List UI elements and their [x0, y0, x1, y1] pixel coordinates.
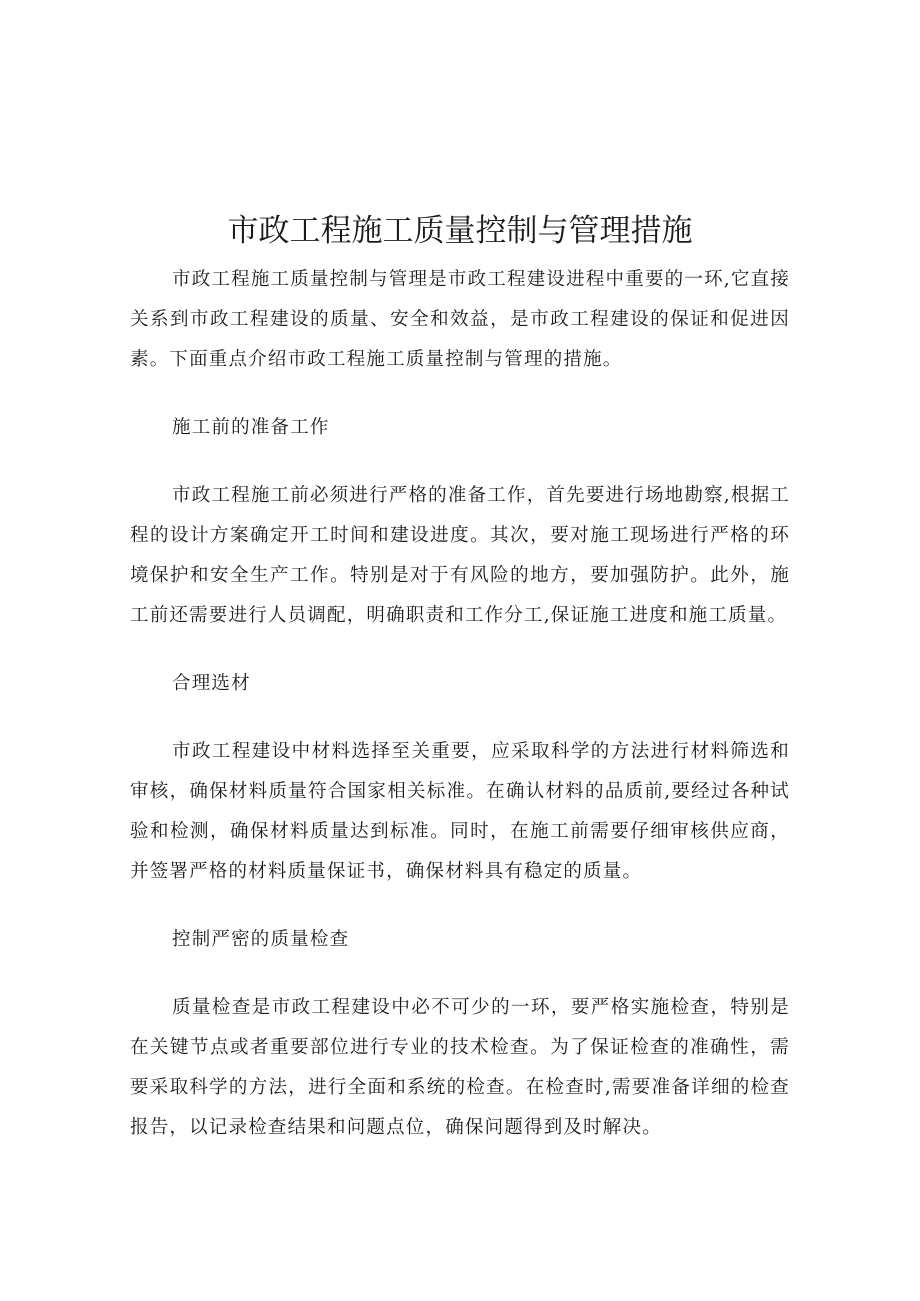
- section-text-inspection: 质量检查是市政工程建设中必不可少的一环，要严格实施检查，特别是在关键节点或者重要部位进行专业的技术检查。为了保证检查的准确性，需要采取科学的方法，进行全面和系统的检查。在检查时,需要准备详细的检查报告，以记录检查结果和问题点位，确保问题得到及时解决。: [130, 997, 790, 1138]
- intro-paragraph: 市政工程施工质量控制与管理是市政工程建设进程中重要的一环,它直接关系到市政工程建设的质量、安全和效益，是市政工程建设的保证和促进因素。下面重点介绍市政工程施工质量控制与管理的措施。: [130, 269, 790, 370]
- spacer: [130, 448, 790, 476]
- spacer: [130, 636, 790, 664]
- section-text-preparation: 市政工程施工前必须进行严格的准备工作，首先要进行场地勘察,根据工程的设计方案确定开工时间和建设进度。其次，要对施工现场进行严格的环境保护和安全生产工作。特别是对于有风险的地方，要加强防护。此外，施工前还需要进行人员调配，明确职责和工作分工,保证施工进度和施工质量。: [130, 485, 790, 626]
- document-body: [130, 260, 790, 1148]
- section-text-materials: 市政工程建设中材料选择至关重要，应采取科学的方法进行材料筛选和审核，确保材料质量符合国家相关标准。在确认材料的品质前,要经过各种试验和检测，确保材料质量达到标准。同时，在施工前需要仔细审核供应商，并签署严格的材料质量保证书，确保材料具有稳定的质量。: [130, 741, 790, 882]
- spacer: [130, 380, 790, 408]
- spacer: [130, 704, 790, 732]
- spacer: [130, 960, 790, 988]
- document-title: 市政工程施工质量控制与管理措施: [227, 213, 693, 249]
- spacer: [130, 892, 790, 920]
- section-heading-preparation: 施工前的准备工作: [172, 417, 330, 438]
- section-heading-materials: 合理选材: [172, 673, 251, 694]
- section-heading-inspection: 控制严密的质量检查: [172, 929, 350, 950]
